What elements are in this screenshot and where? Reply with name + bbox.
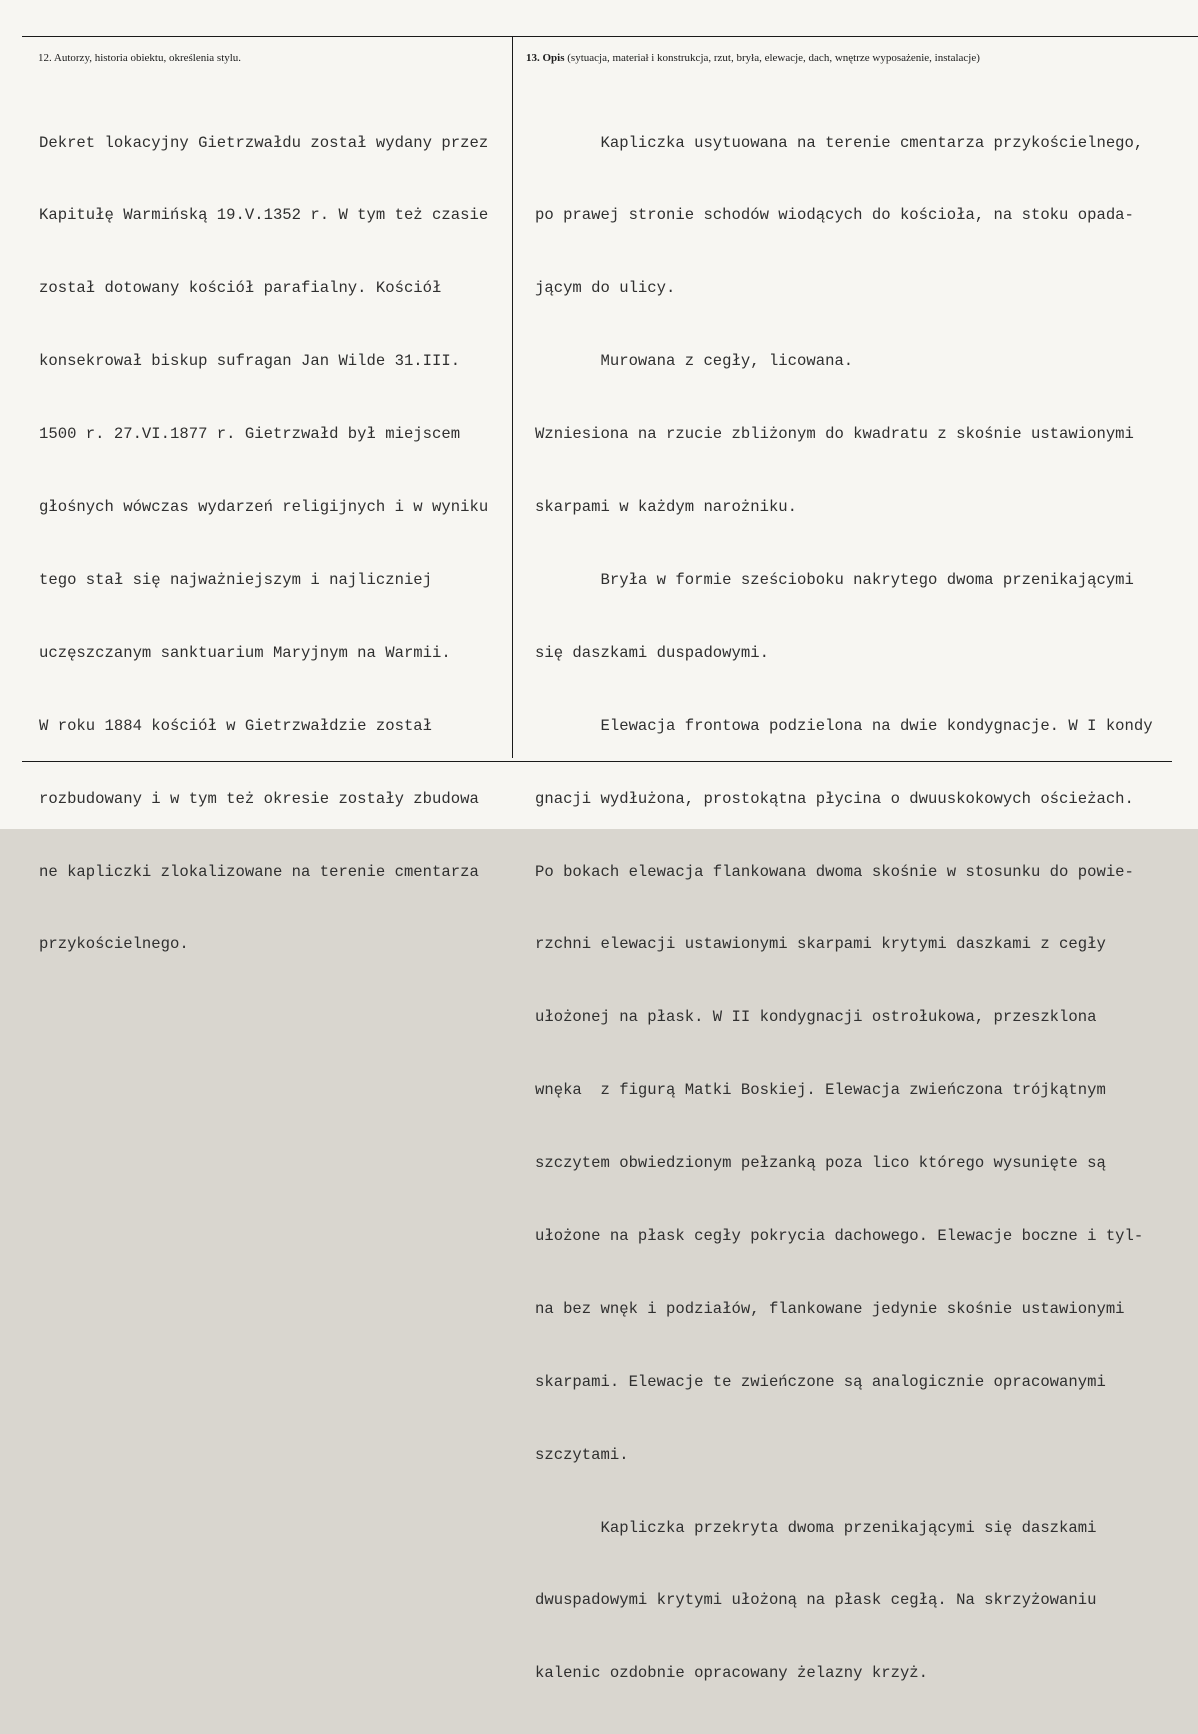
text-line: wnęka z figurą Matki Boskiej. Elewacja zwieńczona trójkątnym: [535, 1081, 1106, 1100]
text-line: ne kapliczki zlokalizowane na terenie cmentarza: [39, 862, 479, 881]
top-rule: [22, 36, 1198, 37]
text-line: kalenic ozdobnie opracowany żelazny krzyż.: [535, 1664, 929, 1683]
text-line: został dotowany kościół parafialny. Kościół: [39, 279, 442, 298]
text-line: rzchni elewacji ustawionymi skarpami krytymi daszkami z cegły: [535, 935, 1106, 954]
text-line: Bryła w formie sześcioboku nakrytego dwoma przenikającymi: [535, 570, 1134, 589]
text-line: uczęszczanym sanktuarium Maryjnym na Warmii.: [39, 643, 451, 662]
section-12-heading: 12. Autorzy, historia obiektu, określenia stylu.: [38, 52, 242, 64]
text-line: szczytami.: [535, 1445, 629, 1464]
text-line: po prawej stronie schodów wiodących do kościoła, na stoku opada-: [535, 206, 1134, 225]
text-line: Wzniesiona na rzucie zbliżonym do kwadratu z skośnie ustawionymi: [535, 425, 1134, 444]
text-line: Murowana z cegły, licowana.: [535, 352, 854, 371]
text-line: konsekrował biskup sufragan Jan Wilde 31.III.: [39, 352, 461, 371]
text-line: Kapitułę Warmińską 19.V.1352 r. W tym też czasie: [39, 206, 489, 225]
text-line: Elewacja frontowa podzielona na dwie kondygnacje. W I kondy: [535, 716, 1153, 735]
text-line: dwuspadowymi krytymi ułożoną na płask cegłą. Na skrzyżowaniu: [535, 1591, 1097, 1610]
text-line: W roku 1884 kościół w Gietrzwałdzie został: [39, 716, 433, 735]
text-line: ułożone na płask cegły pokrycia dachowego. Elewacje boczne i tyl-: [535, 1226, 1144, 1245]
text-line: rozbudowany i w tym też okresie zostały zbudowa: [39, 789, 479, 808]
text-line: ułożonej na płask. W II kondygnacji ostrołukowa, przeszklona: [535, 1008, 1097, 1027]
text-line: Kapliczka przekryta dwoma przenikającymi się daszkami: [535, 1518, 1097, 1537]
column-divider: [512, 36, 513, 758]
text-line: tego stał się najważniejszym i najliczniej: [39, 570, 433, 589]
text-line: 1500 r. 27.VI.1877 r. Gietrzwałd był miejscem: [39, 425, 461, 444]
text-line: przykościelnego.: [39, 935, 189, 954]
text-line: Po bokach elewacja flankowana dwoma skośnie w stosunku do powie-: [535, 862, 1134, 881]
text-line: Dekret lokacyjny Gietrzwałdu został wydany przez: [39, 133, 489, 152]
text-line: skarpami. Elewacje te zwieńczone są analogicznie opracowanymi: [535, 1372, 1106, 1391]
history-text: [39, 82, 512, 1005]
text-line: jącym do ulicy.: [535, 279, 676, 298]
description-text: [535, 82, 1187, 1734]
text-line: szczytem obwiedzionym pełzanką poza lico którego wysunięte są: [535, 1154, 1106, 1173]
text-line: się daszkami duspadowymi.: [535, 643, 769, 662]
section-13-subtitle: (sytuacja, materiał i konstrukcja, rzut, bryła, elewacje, dach, wnętrze wyposażenie, instalacje): [567, 52, 980, 64]
text-line: głośnych wówczas wydarzeń religijnych i w wyniku: [39, 498, 489, 517]
text-line: Kapliczka usytuowana na terenie cmentarza przykościelnego,: [535, 133, 1144, 152]
text-line: skarpami w każdym narożniku.: [535, 498, 798, 517]
text-line: na bez wnęk i podziałów, flankowane jedynie skośnie ustawionymi: [535, 1299, 1125, 1318]
section-13-number: 13. Opis: [526, 52, 565, 64]
section-13-heading: [526, 52, 980, 64]
text-line: gnacji wydłużona, prostokątna płycina o dwuuskokowych ościeżach.: [535, 789, 1134, 808]
